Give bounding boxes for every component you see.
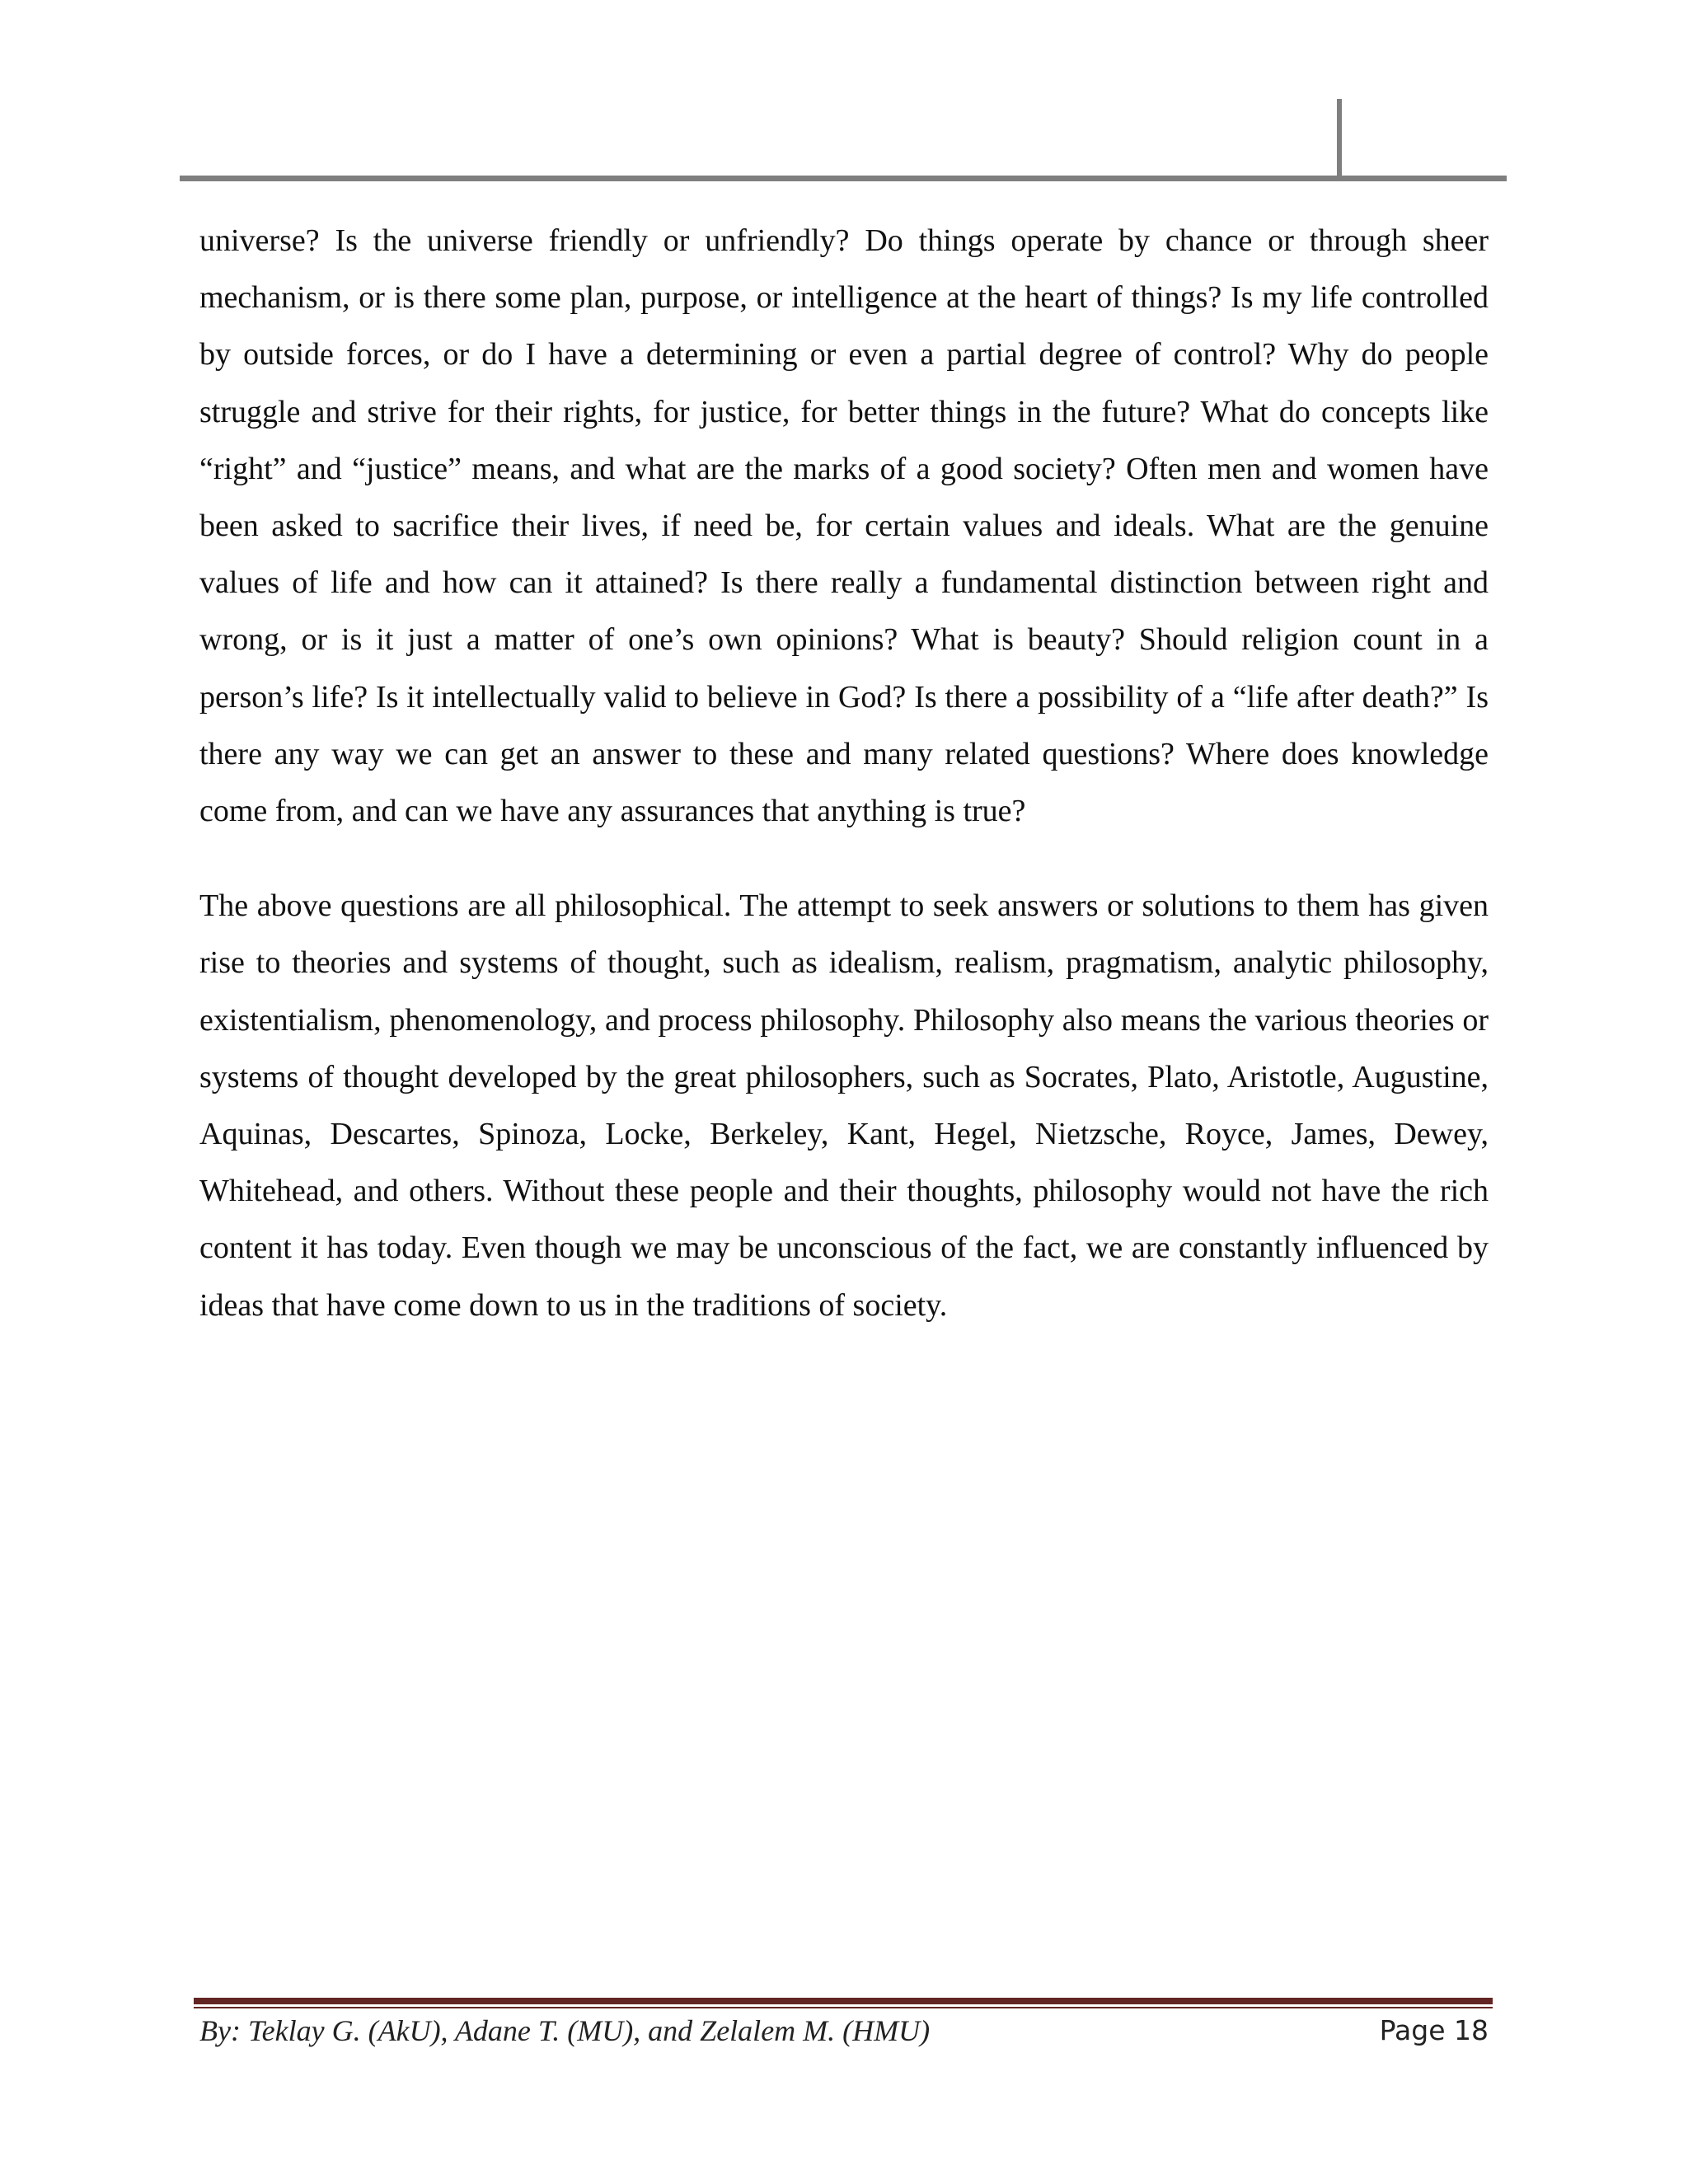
footer-rule (194, 1998, 1493, 2004)
footer-rule-thin (194, 2007, 1493, 2008)
header-divider-tick (1337, 99, 1342, 180)
paragraph-2: The above questions are all philosophical. The attempt to seek answers or solutions to them has given rise to theories and systems of thought, such as idealism, realism, pragmatism, analytic philosophy, existentialism, phenomenology, and process philosophy. Philosophy also means the various theories or systems of thought developed by the great philosophers, such as Socrates, Plato, Aristotle, Augustine, Aquinas, Descartes, Spinoza, Locke, Berkeley, Kant, Hegel, Nietzsche, Royce, James, Dewey, Whitehead, and others. Without these people and their thoughts, philosophy would not have the rich content it has today. Even though we may be unconscious of the fact, we are constantly influenced by ideas that have come down to us in the traditions of society. (199, 888, 1489, 1323)
page-number: Page 18 (1379, 2014, 1489, 2046)
header-rule (180, 176, 1507, 181)
paragraph-1: universe? Is the universe friendly or unfriendly? Do things operate by chance or through sheer mechanism, or is there some plan, purpose, or intelligence at the heart of things? Is my life controlled by outside forces, or do I have a determining or even a partial degree of control? Why do people struggle and strive for their rights, for justice, for better things in the future? What do concepts like “right” and “justice” means, and what are the marks of a good society? Often men and women have been asked to sacrifice their lives, if need be, for certain values and ideals. What are the genuine values of life and how can it attained? Is there really a fundamental distinction between right and wrong, or is it just a matter of one’s own opinions? What is beauty? Should religion count in a person’s life? Is it intellectually valid to believe in God? Is there a possibility of a “life after death?” Is there any way we can get an answer to these and many related questions? Where does knowledge come from, and can we have any assurances that anything is true? (199, 223, 1489, 829)
footer-authors: By: Teklay G. (AkU), Adane T. (MU), and Zelalem M. (HMU) (199, 2014, 931, 2047)
body-text (199, 213, 1489, 1334)
